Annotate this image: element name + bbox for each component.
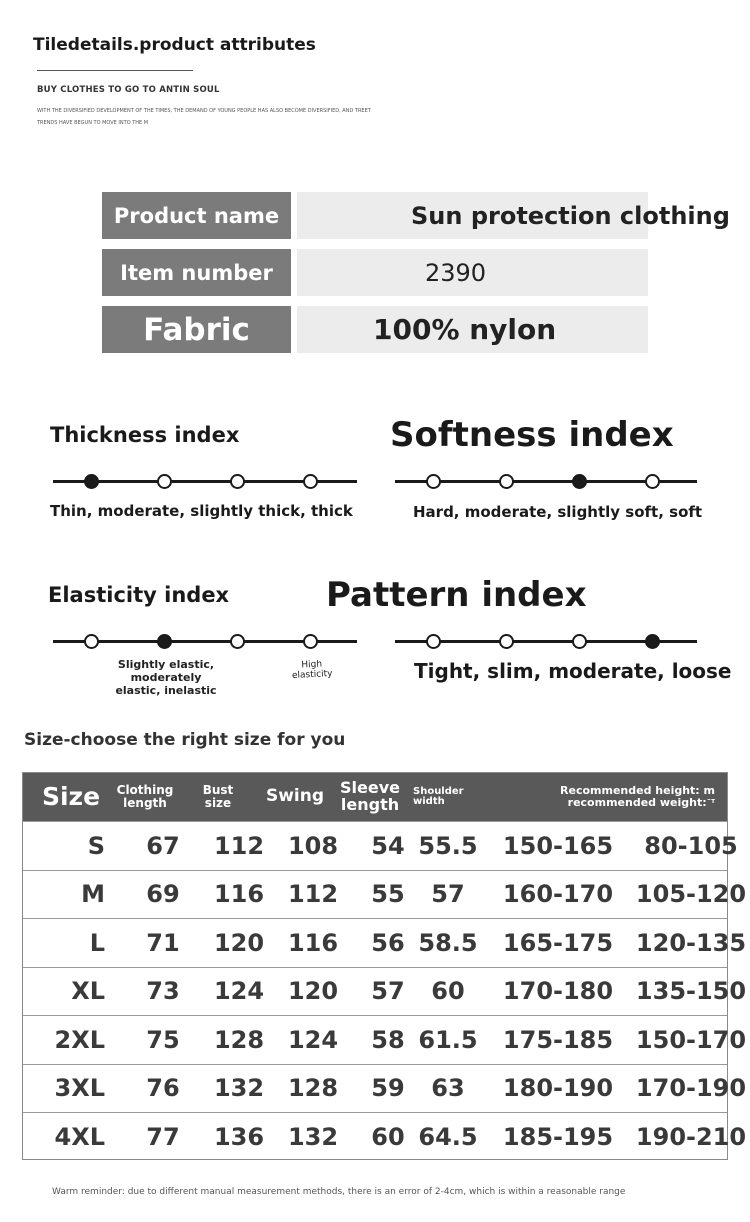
softness-index-title: Softness index <box>390 415 674 455</box>
table-cell: 120-135 <box>635 928 747 957</box>
size-table <box>22 772 747 1160</box>
table-cell: 136 <box>213 1122 265 1151</box>
table-cell: 61.5 <box>418 1025 478 1054</box>
brand-subtitle: BUY CLOTHES TO GO TO ANTIN SOUL <box>37 85 220 95</box>
elasticity-scale <box>53 626 357 656</box>
header-clothing-length <box>111 773 179 821</box>
table-cell: 128 <box>287 1074 339 1102</box>
attr-label-product-name: Product name <box>102 192 291 239</box>
size-cell: 2XL <box>54 1025 105 1054</box>
size-cell: L <box>89 928 105 957</box>
header-bust-size-line-2: size <box>204 796 232 810</box>
table-row <box>23 1064 747 1112</box>
header-recommended-weight: recommended weight: <box>567 795 707 809</box>
table-cell: 60 <box>371 1122 405 1151</box>
header-divider <box>37 70 193 71</box>
table-cell: 80-105 <box>644 831 738 860</box>
scale-dot-2 <box>157 474 172 489</box>
header-bust-size <box>187 773 249 821</box>
table-cell: 124 <box>213 977 265 1005</box>
attr-value-item-number: 2390 <box>297 249 648 296</box>
header-recommended <box>493 773 715 821</box>
brand-description: WITH THE DIVERSIFIED DEVELOPMENT OF THE TIMES, THE DEMAND OF YOUNG PEOPLE HAS ALSO BECOME DIVERSIFIED, AND TREET TRENDS HAVE BEGUN TO MOVE INTO THE M <box>37 108 371 126</box>
scale-dot-1 <box>426 474 441 489</box>
table-row <box>23 918 747 966</box>
table-cell: 58 <box>371 1025 405 1054</box>
attr-value-product-name: Sun protection clothing <box>297 192 648 239</box>
scale-dot-2 <box>499 634 514 649</box>
table-cell: 116 <box>213 880 265 908</box>
table-cell: 132 <box>213 1074 265 1102</box>
header-swing: Swing <box>265 786 325 807</box>
scale-dot-1 <box>84 474 99 489</box>
size-table-header <box>23 773 727 821</box>
elasticity-levels-line-1: Slightly elastic, moderately <box>117 658 215 684</box>
header-sleeve-length-line-1: Sleeve <box>340 778 400 798</box>
table-cell: 58.5 <box>418 928 478 957</box>
scale-dot-3 <box>230 474 245 489</box>
table-cell: 60 <box>431 977 465 1005</box>
pattern-levels: Tight, slim, moderate, loose <box>414 659 732 683</box>
scale-dot-4 <box>303 474 318 489</box>
table-cell: 160-170 <box>502 880 614 908</box>
size-cell: 4XL <box>54 1122 105 1151</box>
table-cell: 165-175 <box>502 928 614 957</box>
table-cell: 71 <box>146 928 180 957</box>
table-cell: 180-190 <box>502 1074 614 1102</box>
scale-dot-4 <box>645 634 660 649</box>
scale-dot-3 <box>572 474 587 489</box>
scale-dot-4 <box>303 634 318 649</box>
table-cell: 120 <box>287 977 339 1005</box>
table-row <box>23 967 747 1015</box>
scale-dot-2 <box>499 474 514 489</box>
table-cell: 67 <box>146 831 180 860</box>
table-cell: 105-120 <box>635 880 747 908</box>
header-sleeve-length <box>335 773 405 821</box>
table-cell: 76 <box>146 1074 180 1102</box>
header-shoulder-width-line-2: width <box>413 796 445 807</box>
header-size: Size <box>41 781 101 811</box>
thickness-index-title: Thickness index <box>50 423 240 447</box>
table-cell: 57 <box>431 880 465 908</box>
table-cell: 170-190 <box>635 1074 747 1102</box>
thickness-levels: Thin, moderate, slightly thick, thick <box>50 502 353 520</box>
size-section-title: Size-choose the right size for you <box>24 730 346 750</box>
pattern-index-title: Pattern index <box>326 575 587 615</box>
header-recommended-line-1: Recommended height: m <box>560 784 715 797</box>
table-cell: 124 <box>287 1025 339 1054</box>
pattern-scale <box>395 626 697 656</box>
size-cell: XL <box>71 977 105 1005</box>
elasticity-high-label <box>284 659 341 682</box>
table-cell: 55.5 <box>418 831 478 860</box>
table-cell: 55 <box>371 880 405 908</box>
table-cell: 150-165 <box>502 831 614 860</box>
table-cell: 56 <box>371 928 405 957</box>
scale-dot-1 <box>84 634 99 649</box>
size-cell: S <box>87 831 105 860</box>
table-row <box>23 1112 747 1160</box>
header-shoulder-width <box>413 773 473 821</box>
elasticity-index-title: Elasticity index <box>48 583 230 607</box>
table-cell: 120 <box>213 928 265 957</box>
softness-scale <box>395 466 697 496</box>
attr-label-fabric: Fabric <box>102 306 291 353</box>
table-cell: 175-185 <box>502 1025 614 1054</box>
scale-dot-2 <box>157 634 172 649</box>
warm-reminder: Warm reminder: due to different manual measurement methods, there is an error of 2-4cm, which is within a reasonable range <box>52 1187 626 1197</box>
table-cell: 64.5 <box>418 1122 478 1151</box>
table-cell: 108 <box>287 831 339 860</box>
table-cell: 150-170 <box>635 1025 747 1054</box>
header-shoulder-width-line-1: Shoulder <box>413 785 464 797</box>
elasticity-high-line-2: elasticity <box>291 668 333 682</box>
header-recommended-mark: ˉᵀ <box>706 798 715 809</box>
table-row <box>23 870 747 918</box>
scale-dot-3 <box>230 634 245 649</box>
table-cell: 185-195 <box>502 1122 614 1151</box>
scale-dot-1 <box>426 634 441 649</box>
elasticity-levels <box>85 658 247 697</box>
table-cell: 54 <box>371 831 405 860</box>
table-row <box>23 1015 747 1063</box>
table-cell: 190-210 <box>635 1122 747 1151</box>
table-cell: 75 <box>146 1025 180 1054</box>
header-clothing-length-line-1: Clothing <box>116 783 174 798</box>
table-cell: 57 <box>371 977 405 1005</box>
table-cell: 135-150 <box>635 977 747 1005</box>
scale-dot-4 <box>645 474 660 489</box>
table-cell: 63 <box>431 1074 465 1102</box>
table-cell: 69 <box>146 880 180 908</box>
table-cell: 77 <box>146 1122 180 1151</box>
scale-dot-3 <box>572 634 587 649</box>
table-cell: 132 <box>287 1122 339 1151</box>
table-cell: 116 <box>287 928 339 957</box>
size-cell: 3XL <box>54 1074 105 1102</box>
table-cell: 112 <box>287 880 339 908</box>
header-clothing-length-line-2: length <box>123 796 167 810</box>
table-cell: 112 <box>213 831 265 860</box>
attr-value-fabric: 100% nylon <box>297 306 648 353</box>
page-title: Tiledetails.product attributes <box>33 35 316 55</box>
header-bust-size-line-1: Bust <box>202 783 234 798</box>
thickness-scale <box>53 466 357 496</box>
attr-label-item-number: Item number <box>102 249 291 296</box>
softness-levels: Hard, moderate, slightly soft, soft <box>413 503 703 521</box>
table-cell: 59 <box>371 1074 405 1102</box>
elasticity-levels-line-2: elastic, inelastic <box>115 684 217 697</box>
size-cell: M <box>81 880 105 908</box>
elasticity-high-line-1: High <box>301 659 323 671</box>
table-row <box>23 821 738 869</box>
table-cell: 128 <box>213 1025 265 1054</box>
table-cell: 170-180 <box>502 977 614 1005</box>
header-sleeve-length-line-2: length <box>340 795 400 814</box>
header-recommended-line-2 <box>568 797 715 809</box>
table-cell: 73 <box>146 977 180 1005</box>
